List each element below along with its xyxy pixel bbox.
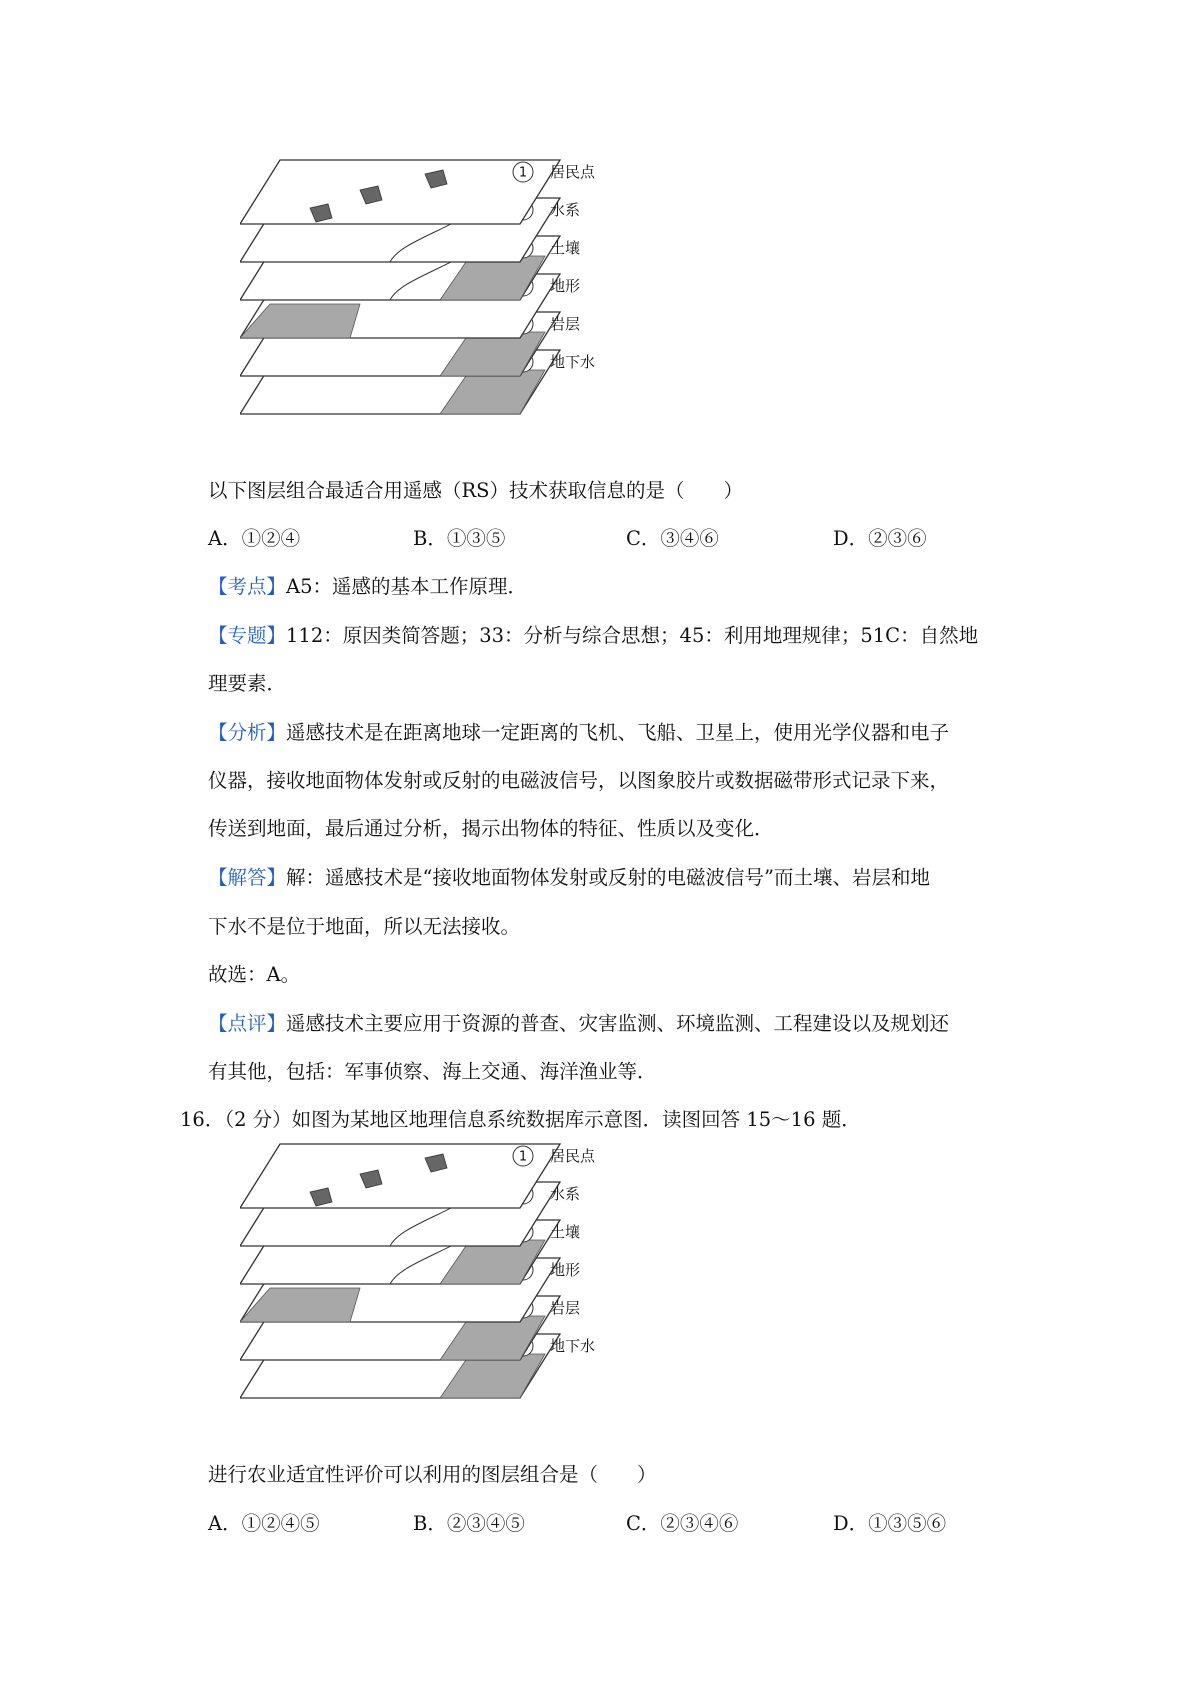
fenxi-line-1 <box>208 720 949 746</box>
q15-option-b: B．①③⑤ <box>413 527 506 550</box>
layer-number: 1 <box>518 1149 528 1165</box>
zhuanti-tag: 【专题】 <box>208 624 287 647</box>
gis-layers-figure-1 <box>240 150 660 440</box>
fenxi-line-3: 传送到地面，最后通过分析，揭示出物体的特征、性质以及变化． <box>208 817 774 840</box>
layer-label: 水系 <box>550 1185 581 1203</box>
layer-label: 水系 <box>550 201 581 219</box>
layer-label: 地形 <box>550 1261 581 1279</box>
layer-label: 岩层 <box>550 315 581 333</box>
q15-stem: 以下图层组合最适合用遥感（RS）技术获取信息的是（ ） <box>208 479 744 502</box>
q16-option-a: A．①②④⑤ <box>208 1512 320 1535</box>
layer-label: 地下水 <box>550 1337 596 1355</box>
layer-label: 土壤 <box>550 239 581 257</box>
layer-plane <box>240 1144 560 1208</box>
jieda-line-1 <box>208 865 930 891</box>
layer-plane <box>240 160 560 224</box>
layer-label: 土壤 <box>550 1223 581 1241</box>
q16-stem: 进行农业适宜性评价可以利用的图层组合是（ ） <box>208 1463 657 1486</box>
fenxi-text-1: 遥感技术是在距离地球一定距离的飞机、飞船、卫星上，使用光学仪器和电子 <box>286 721 950 744</box>
dianping-line-2: 有其他，包括：军事侦察、海上交通、海洋渔业等． <box>208 1060 657 1083</box>
dianping-line-1 <box>208 1011 949 1037</box>
layer-label: 居民点 <box>550 1147 596 1165</box>
q16-option-b: B．②③④⑤ <box>413 1512 525 1535</box>
fenxi-tag: 【分析】 <box>208 721 287 744</box>
q16-options <box>208 1511 1008 1537</box>
zhuanti-text-1: 112：原因类简答题；33：分析与综合思想；45：利用地理规律；51C：自然地 <box>286 624 979 647</box>
layer-label: 地下水 <box>550 353 596 371</box>
layer-label: 岩层 <box>550 1299 581 1317</box>
jieda-tag: 【解答】 <box>208 866 287 889</box>
q15-option-a: A．①②④ <box>208 527 301 550</box>
q15-option-c: C．③④⑥ <box>626 527 719 550</box>
jieda-line-2: 下水不是位于地面，所以无法接收。 <box>208 915 521 938</box>
answer-line: 故选：A。 <box>208 963 301 986</box>
zhuanti-line-1 <box>208 623 978 649</box>
zhuanti-line-2: 理要素． <box>208 672 287 695</box>
q16-header: 16．（2 分）如图为某地区地理信息系统数据库示意图．读图回答 15～16 题． <box>180 1108 861 1131</box>
gis-layers-diagram <box>240 150 660 440</box>
q16-option-d: D．①③⑤⑥ <box>833 1512 947 1535</box>
layer-label: 居民点 <box>550 163 596 181</box>
kaodian-text: A5：遥感的基本工作原理． <box>286 575 528 598</box>
dianping-text-1: 遥感技术主要应用于资源的普查、灾害监测、环境监测、工程建设以及规划还 <box>286 1012 950 1035</box>
jieda-text-1: 解：遥感技术是“接收地面物体发射或反射的电磁波信号”而土壤、岩层和地 <box>286 866 930 889</box>
q15-option-d: D．②③⑥ <box>833 527 927 550</box>
q16-option-c: C．②③④⑥ <box>626 1512 739 1535</box>
kaodian-line <box>208 574 527 600</box>
gis-layers-figure-2 <box>240 1134 660 1424</box>
layer-label: 地形 <box>550 277 581 295</box>
kaodian-tag: 【考点】 <box>208 575 287 598</box>
fenxi-line-2: 仪器，接收地面物体发射或反射的电磁波信号，以图象胶片或数据磁带形式记录下来， <box>208 769 950 792</box>
q15-options <box>208 526 1008 552</box>
gis-layers-diagram <box>240 1134 660 1424</box>
dianping-tag: 【点评】 <box>208 1012 287 1035</box>
layer-number: 1 <box>518 165 528 181</box>
